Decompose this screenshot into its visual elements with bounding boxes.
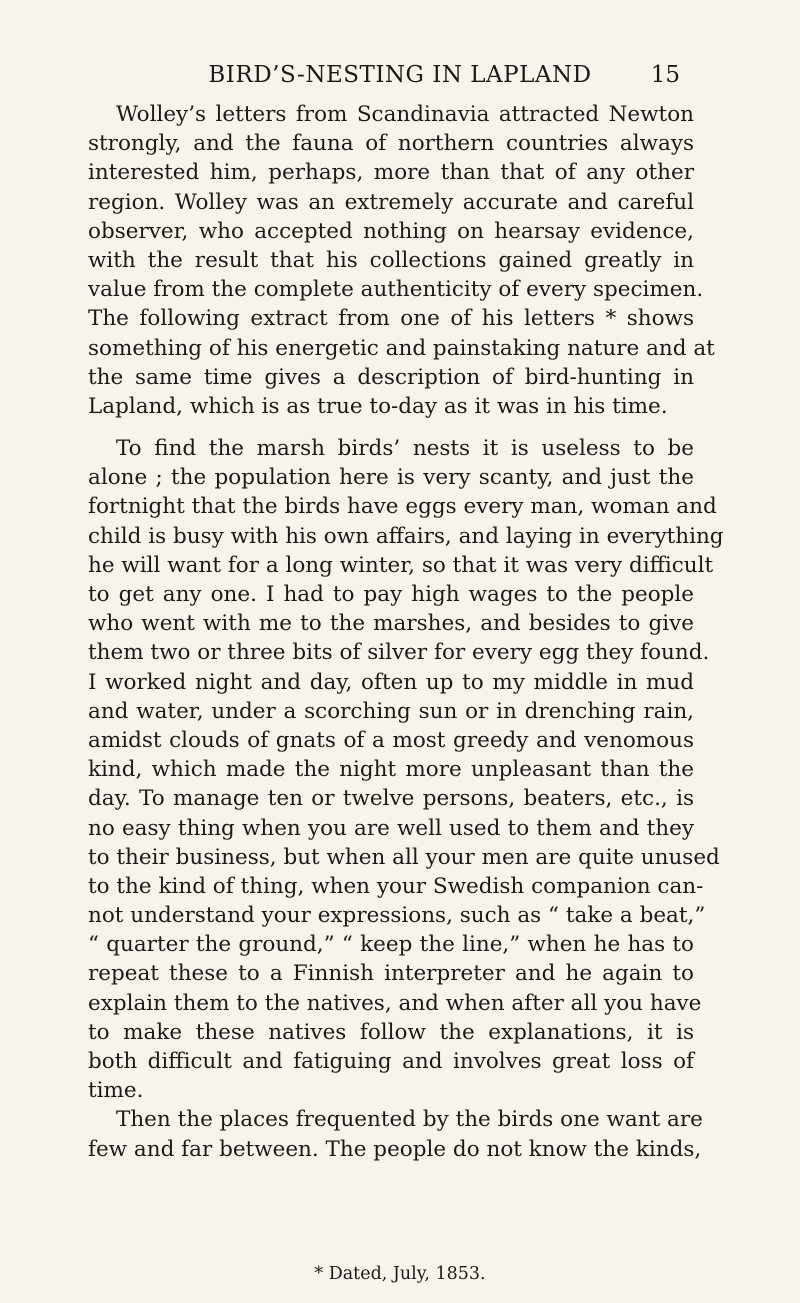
text-line: “ quarter the ground,” “ keep the line,” when he has to [88, 932, 694, 958]
running-head [0, 62, 800, 92]
text-line: both difficult and fatiguing and involves great loss of [88, 1049, 694, 1074]
text-line: with the result that his collections gained greatly in [88, 247, 694, 273]
text-line: explain them to the natives, and when after all you have [88, 990, 702, 1016]
text-line: them two or three bits of silver for every egg they found. [88, 640, 710, 666]
text-line: strongly, and the fauna of northern countries always [88, 131, 694, 157]
text-line: alone ; the population here is very scanty, and just the [88, 465, 694, 491]
text-line: to get any one. I had to pay high wages to the people [88, 582, 694, 607]
footnote: * Dated, July, 1853. [314, 1264, 486, 1284]
text-line: value from the complete authenticity of every specimen. [88, 277, 704, 303]
text-line: child is busy with his own affairs, and laying in everything [88, 523, 724, 549]
text-line: repeat these to a Finnish interpreter and he again to [88, 961, 694, 987]
paragraph-3 [88, 1105, 703, 1163]
text-line: no easy thing when you are well used to them and they [88, 815, 694, 841]
text-line: I worked night and day, often up to my middle in mud [88, 669, 694, 695]
text-line: observer, who accepted nothing on hearsay evidence, [88, 218, 694, 244]
text-line: to their business, but when all your men are quite unused [88, 844, 720, 870]
paragraph-2 [88, 434, 724, 1105]
text-line: he will want for a long winter, so that it was very difficult [88, 552, 714, 578]
text-line: who went with me to the marshes, and besides to give [88, 611, 694, 637]
text-line: to the kind of thing, when your Swedish companion can- [88, 873, 704, 899]
text-line: The following extract from one of his letters * shows [88, 306, 694, 332]
text-line: to make these natives follow the explanations, it is [88, 1019, 694, 1045]
text-line: few and far between. The people do not know the kinds, [88, 1136, 702, 1162]
text-line: region. Wolley was an extremely accurate and careful [88, 189, 694, 215]
text-line: Then the places frequented by the birds one want are [116, 1107, 703, 1133]
text-line: something of his energetic and painstaking nature and at [88, 335, 715, 361]
text-line: Wolley’s letters from Scandinavia attracted Newton [116, 102, 694, 127]
text-line: interested him, perhaps, more than that of any other [88, 160, 694, 186]
text-line: To find the marsh birds’ nests it is useless to be [116, 436, 694, 462]
text-line: the same time gives a description of bird-hunting in [88, 364, 694, 390]
text-line: time. [88, 1078, 144, 1104]
text-line: and water, under a scorching sun or in drenching rain, [88, 698, 694, 724]
text-line: not understand your expressions, such as “ take a beat,” [88, 903, 706, 929]
text-line: fortnight that the birds have eggs every man, woman and [88, 494, 717, 520]
body-text [88, 100, 724, 1164]
text-line: Lapland, which is as true to-day as it was in his time. [88, 393, 668, 419]
page-number: 15 [650, 62, 680, 88]
running-title: BIRD’S-NESTING IN LAPLAND [208, 62, 592, 88]
text-line: kind, which made the night more unpleasant than the [88, 757, 694, 783]
text-line: day. To manage ten or twelve persons, beaters, etc., is [88, 786, 694, 812]
paragraph-1 [88, 100, 715, 421]
text-line: amidst clouds of gnats of a most greedy and venomous [88, 727, 694, 753]
